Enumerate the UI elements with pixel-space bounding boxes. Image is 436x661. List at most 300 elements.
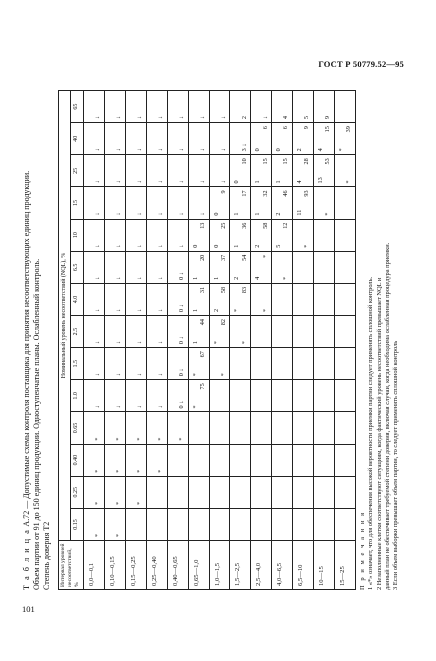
cell-value: ↓ [198,148,206,152]
cell-sample-size: 13 [317,177,325,184]
table-header-row-1 [59,91,71,590]
cell-value: * [177,437,185,441]
cell-sample-size: * [191,405,199,409]
cell-value: ↓ [136,116,144,120]
table-cell [104,508,125,540]
notes-heading: П р и м е ч а н и я [359,511,366,590]
cell-acceptance-number: 37 [219,254,227,261]
table-cell [146,476,167,508]
cell-value: ↓ [94,116,102,120]
row-interval-label: 15—25 [335,541,356,590]
table-cell [272,444,293,476]
cell-value: ↓ [177,212,185,216]
table-cell [146,380,167,412]
page-number: 101 [22,604,35,614]
table-cell [293,283,314,315]
table-cell [293,155,314,187]
table-cell [167,380,188,412]
table-cell [272,412,293,444]
nql-header-cell: 0.25 [71,476,84,508]
table-cell [272,187,293,219]
table-cell [188,123,209,155]
cell-acceptance-number: 15 [261,158,269,165]
table-cell [188,348,209,380]
cell-value: * [324,212,332,216]
table-cell [209,412,230,444]
cell-sample-size: 1 [212,276,220,280]
cell-value: ↓ [136,244,144,248]
table-cell [84,316,105,348]
cell-value: ↓ [156,276,164,280]
table-cell [167,219,188,251]
cell-value: ↓ [94,148,102,152]
table-cell [314,380,335,412]
cell-value: * [94,469,102,473]
table-cell [188,251,209,283]
table-cell [293,380,314,412]
note-line-2: 2 Незаполненные клетки соответствуют ситуациям, когда фактический уровень несоответствий превышает NQL и [375,277,383,590]
cell-value: ↓ [94,373,102,377]
table-cell [272,316,293,348]
table-cell [293,123,314,155]
cell-acceptance-number: 58 [219,286,227,294]
table-cell [251,91,272,123]
table-cell [84,155,105,187]
table-cell [125,91,146,123]
cell-value: ↓ [115,116,123,120]
cell-value: 0 ↓ [177,400,185,409]
cell-sample-size: 1 [191,276,199,280]
cell-acceptance-number: 32 [261,190,269,197]
table-cell [104,219,125,251]
table-cell [167,123,188,155]
cell-value: ↓ [115,244,123,248]
nql-header-cell: 40 [71,123,84,155]
table-cell [230,283,251,315]
cell-acceptance-number: 46 [282,190,290,197]
table-cell [293,348,314,380]
table-cell [104,187,125,219]
cell-value: * [115,533,123,537]
table-row [335,91,356,590]
cell-acceptance-number: 36 [240,222,248,229]
table-body [84,91,356,590]
table-cell [272,508,293,540]
table-cell [84,444,105,476]
table-row [293,91,314,590]
note-line-3: данный план не обеспечивает требуемой степени доверия, включая случаи, когда необходима ослабленная процедура приемки. [383,242,391,590]
cell-value: ↓ [156,180,164,184]
cell-value: ↓ [198,180,206,184]
table-cell [188,380,209,412]
nql-header-cell: 10 [71,219,84,251]
table-cell [188,219,209,251]
cell-sample-size: 2 [275,212,283,216]
table-cell [314,251,335,283]
table-cell [146,444,167,476]
nql-header-cell: 2.5 [71,316,84,348]
cell-acceptance-number: 10 [240,158,248,165]
cell-sample-size: 0 [233,180,241,184]
table-cell [209,348,230,380]
table-cell [167,348,188,380]
cell-value: ↓ [94,180,102,184]
table-cell [230,508,251,540]
table-cell [230,187,251,219]
note-line-4: 3 Если объем выборки превышает объем партии, то следует применять сплошной контроль [392,340,400,590]
cell-acceptance-number: 6 [282,126,290,130]
cell-value: 3 ↓ [240,143,248,152]
row-interval-label: 0,40—0,65 [167,541,188,590]
table-cell [188,412,209,444]
table-corner-header [59,541,84,590]
cell-value: * [240,341,248,345]
table-row [84,91,105,590]
table-cell [272,283,293,315]
table-cell [209,123,230,155]
cell-acceptance-number: 12 [282,222,290,229]
table-cell [125,412,146,444]
table-cell [335,348,356,380]
document-standard-header: ГОСТ Р 50779.52—95 [318,59,404,69]
table-cell [167,444,188,476]
cell-value: ↓ [177,180,185,184]
cell-value: ↓ [94,405,102,409]
table-cell [167,508,188,540]
table-cell [84,123,105,155]
table-cell [188,91,209,123]
table-cell [272,380,293,412]
table-cell [146,155,167,187]
table-cell [125,444,146,476]
cell-value: ↓ [156,244,164,248]
cell-acceptance-number: 53 [324,158,332,165]
table-cell [84,251,105,283]
cell-value: ↓ [156,308,164,313]
table-cell [167,412,188,444]
cell-sample-size: 11 [296,209,304,216]
table-cell [188,155,209,187]
nql-header-cell: 25 [71,155,84,187]
table-cell [293,444,314,476]
cell-value: ↓ [115,148,123,152]
table-cell [230,155,251,187]
table-cell [335,380,356,412]
table-cell [314,123,335,155]
table-cell [125,155,146,187]
cell-acceptance-number: 28 [303,158,311,165]
nql-header-cell: 1.0 [71,380,84,412]
cell-value: * [94,437,102,441]
cell-acceptance-number: 15 [324,126,332,133]
cell-value: * [115,501,123,505]
row-interval-label: 1,0—1,5 [209,541,230,590]
cell-acceptance-number: 9 [303,126,311,130]
table-cell [251,187,272,219]
table-cell [104,123,125,155]
table-cell [251,476,272,508]
table-cell [293,476,314,508]
cell-value: ↓ [156,212,164,216]
cell-acceptance-number: 15 [282,158,290,165]
cell-value: ↓ [115,405,123,409]
table-cell [104,155,125,187]
table-cell [125,380,146,412]
table-cell [167,187,188,219]
table-row [125,91,146,590]
cell-acceptance-number: 31 [198,286,206,294]
table-cell [335,476,356,508]
cell-sample-size: 1 [233,212,241,216]
row-interval-label: 4,0—6,5 [272,541,293,590]
caption-line-1 [22,90,32,590]
cell-value: ↓ [115,373,123,377]
cell-value: ↓ [136,373,144,377]
cell-sample-size: 0 [275,148,283,152]
table-cell [84,380,105,412]
table-cell [251,219,272,251]
table-cell [104,283,125,315]
table-cell [335,155,356,187]
cell-value: ↓ [136,405,144,409]
table-cell [84,187,105,219]
table-cell [314,187,335,219]
table-cell [209,380,230,412]
table-cell [314,444,335,476]
cell-value: ↓ [156,148,164,152]
cell-value: ↓ [261,116,269,120]
table-cell [146,219,167,251]
caption-line-3: Степень доверия Т2 [42,521,51,590]
table-cell [272,155,293,187]
table-cell [230,444,251,476]
cell-acceptance-number: * [261,254,269,258]
cell-acceptance-number: 44 [198,319,206,326]
cell-acceptance-number: 93 [303,190,311,197]
table-cell [209,251,230,283]
cell-value: * [94,501,102,505]
cell-value: 5 [303,116,311,120]
table-cell [314,316,335,348]
cell-sample-size: 4 [254,276,262,280]
table-cell [125,123,146,155]
cell-value: * [115,469,123,473]
table-cell [125,219,146,251]
table-cell [188,444,209,476]
cell-value: * [136,501,144,505]
table-cell [251,412,272,444]
cell-sample-size: 1 [233,244,241,248]
cell-value: ↓ [177,116,185,120]
corner-line-1: Интервал уровней [60,543,66,587]
corner-line-2: несоответствий, % [67,548,80,587]
table-cell [104,316,125,348]
table-cell [293,219,314,251]
cell-value: * [136,437,144,441]
table-cell [188,508,209,540]
table-cell [209,219,230,251]
table-cell [251,348,272,380]
table-cell [335,412,356,444]
cell-value: 0 ↓ [177,336,185,345]
caption-text-1: — Допустимые схемы контроля поставщика для принятия несоответствующих единиц продукции. [22,170,31,509]
table-cell [314,348,335,380]
table-row [251,91,272,590]
table-cell [335,508,356,540]
table-cell [272,123,293,155]
table-notes [359,90,400,590]
cell-value: ↓ [115,276,123,280]
cell-sample-size: * [212,341,220,345]
table-cell [167,251,188,283]
cell-sample-size: 0 [191,244,199,248]
cell-sample-size: 4 [296,180,304,184]
cell-value: ↓ [136,148,144,152]
table-cell [125,348,146,380]
table-cell [230,348,251,380]
table-caption [22,90,52,590]
table-cell [84,219,105,251]
cell-value: ↓ [94,308,102,313]
cell-value: * [156,469,164,473]
table-cell [125,283,146,315]
table-cell [146,187,167,219]
table-cell [230,91,251,123]
cell-value: ↓ [115,180,123,184]
cell-value: * [219,373,227,377]
table-cell [146,123,167,155]
cell-sample-size: 2 [254,244,262,248]
table-cell [84,412,105,444]
row-interval-label: 0,25—0,40 [146,541,167,590]
cell-acceptance-number: 54 [240,254,248,261]
cell-value: * [136,469,144,473]
cell-value: 4 [282,116,290,120]
table-row [188,91,209,590]
cell-sample-size: 1 [254,180,262,184]
cell-sample-size: 1 [191,341,199,345]
table-cell [84,348,105,380]
table-cell [209,155,230,187]
cell-acceptance-number: 75 [198,383,206,390]
table-cell [84,476,105,508]
table-cell [125,316,146,348]
table-cell [146,283,167,315]
cell-sample-size: 1 [254,212,262,216]
cell-value: ↓ [219,116,227,120]
table-cell [146,508,167,540]
nql-header-cell: 6.5 [71,251,84,283]
row-interval-label: 0,0—0,1 [84,541,105,590]
table-row [230,91,251,590]
table-cell [104,412,125,444]
cell-value: 0 ↓ [177,304,185,313]
table-cell [293,508,314,540]
cell-acceptance-number: 13 [198,222,206,229]
table-cell [251,316,272,348]
table-row [209,91,230,590]
row-interval-label: 1,5—2,5 [230,541,251,590]
nql-header-cell: 1.5 [71,348,84,380]
table-cell [272,91,293,123]
nql-header-cell: 4.0 [71,283,84,315]
cell-acceptance-number: 9 [219,190,227,194]
cell-value: * [345,180,353,184]
table-cell [293,91,314,123]
table-cell [146,412,167,444]
table-cell [335,283,356,315]
table-cell [314,91,335,123]
table-cell [167,476,188,508]
nql-header-cell: 15 [71,187,84,219]
caption-label: Т а б л и ц а [22,528,31,590]
table-cell [146,91,167,123]
cell-value: 0 ↓ [177,368,185,377]
cell-sample-size: * [191,373,199,377]
nql-header-cell: 0.40 [71,444,84,476]
cell-sample-size: 2 [212,308,220,313]
table-cell [104,476,125,508]
table-cell [104,348,125,380]
table-cell [209,476,230,508]
cell-sample-size: 0 [254,148,262,152]
table-cell [314,283,335,315]
table-cell [272,476,293,508]
cell-sample-size: 4 [317,148,325,152]
cell-value: ↓ [136,341,144,345]
table-cell [167,91,188,123]
cell-value: 0 ↓ [177,272,185,280]
row-interval-label: 6,5—10 [293,541,314,590]
table-cell [272,251,293,283]
cell-value: ↓ [156,373,164,377]
table-cell [188,187,209,219]
table-cell [104,91,125,123]
cell-value: ↓ [115,212,123,216]
table-cell [104,380,125,412]
row-interval-label: 2,5—4,0 [251,541,272,590]
table-cell [209,508,230,540]
table-row [314,91,335,590]
table-cell [230,316,251,348]
table-cell [251,251,272,283]
cell-acceptance-number: 39 [345,126,353,133]
cell-value: ↓ [94,212,102,216]
cell-acceptance-number: 20 [198,254,206,261]
table-cell [293,187,314,219]
table-cell [251,444,272,476]
nql-title-header: Номинальный уровень несоответствий (NQL), % [59,91,71,541]
table-header-row-2 [71,91,84,590]
table-cell [230,123,251,155]
table-cell [314,155,335,187]
cell-value: * [282,276,290,280]
cell-value: * [303,244,311,248]
table-cell [272,348,293,380]
table-cell [84,283,105,315]
cell-value: 2 [240,116,248,120]
table-cell [293,316,314,348]
cell-value: * [115,437,123,441]
table-cell [230,219,251,251]
cell-value: ↓ [94,276,102,280]
cell-value: ↓ [136,212,144,216]
cell-value: ↓ [136,308,144,313]
cell-acceptance-number: 17 [240,190,248,197]
cell-value: ↓ [219,148,227,152]
table-cell [335,251,356,283]
table-row [272,91,293,590]
